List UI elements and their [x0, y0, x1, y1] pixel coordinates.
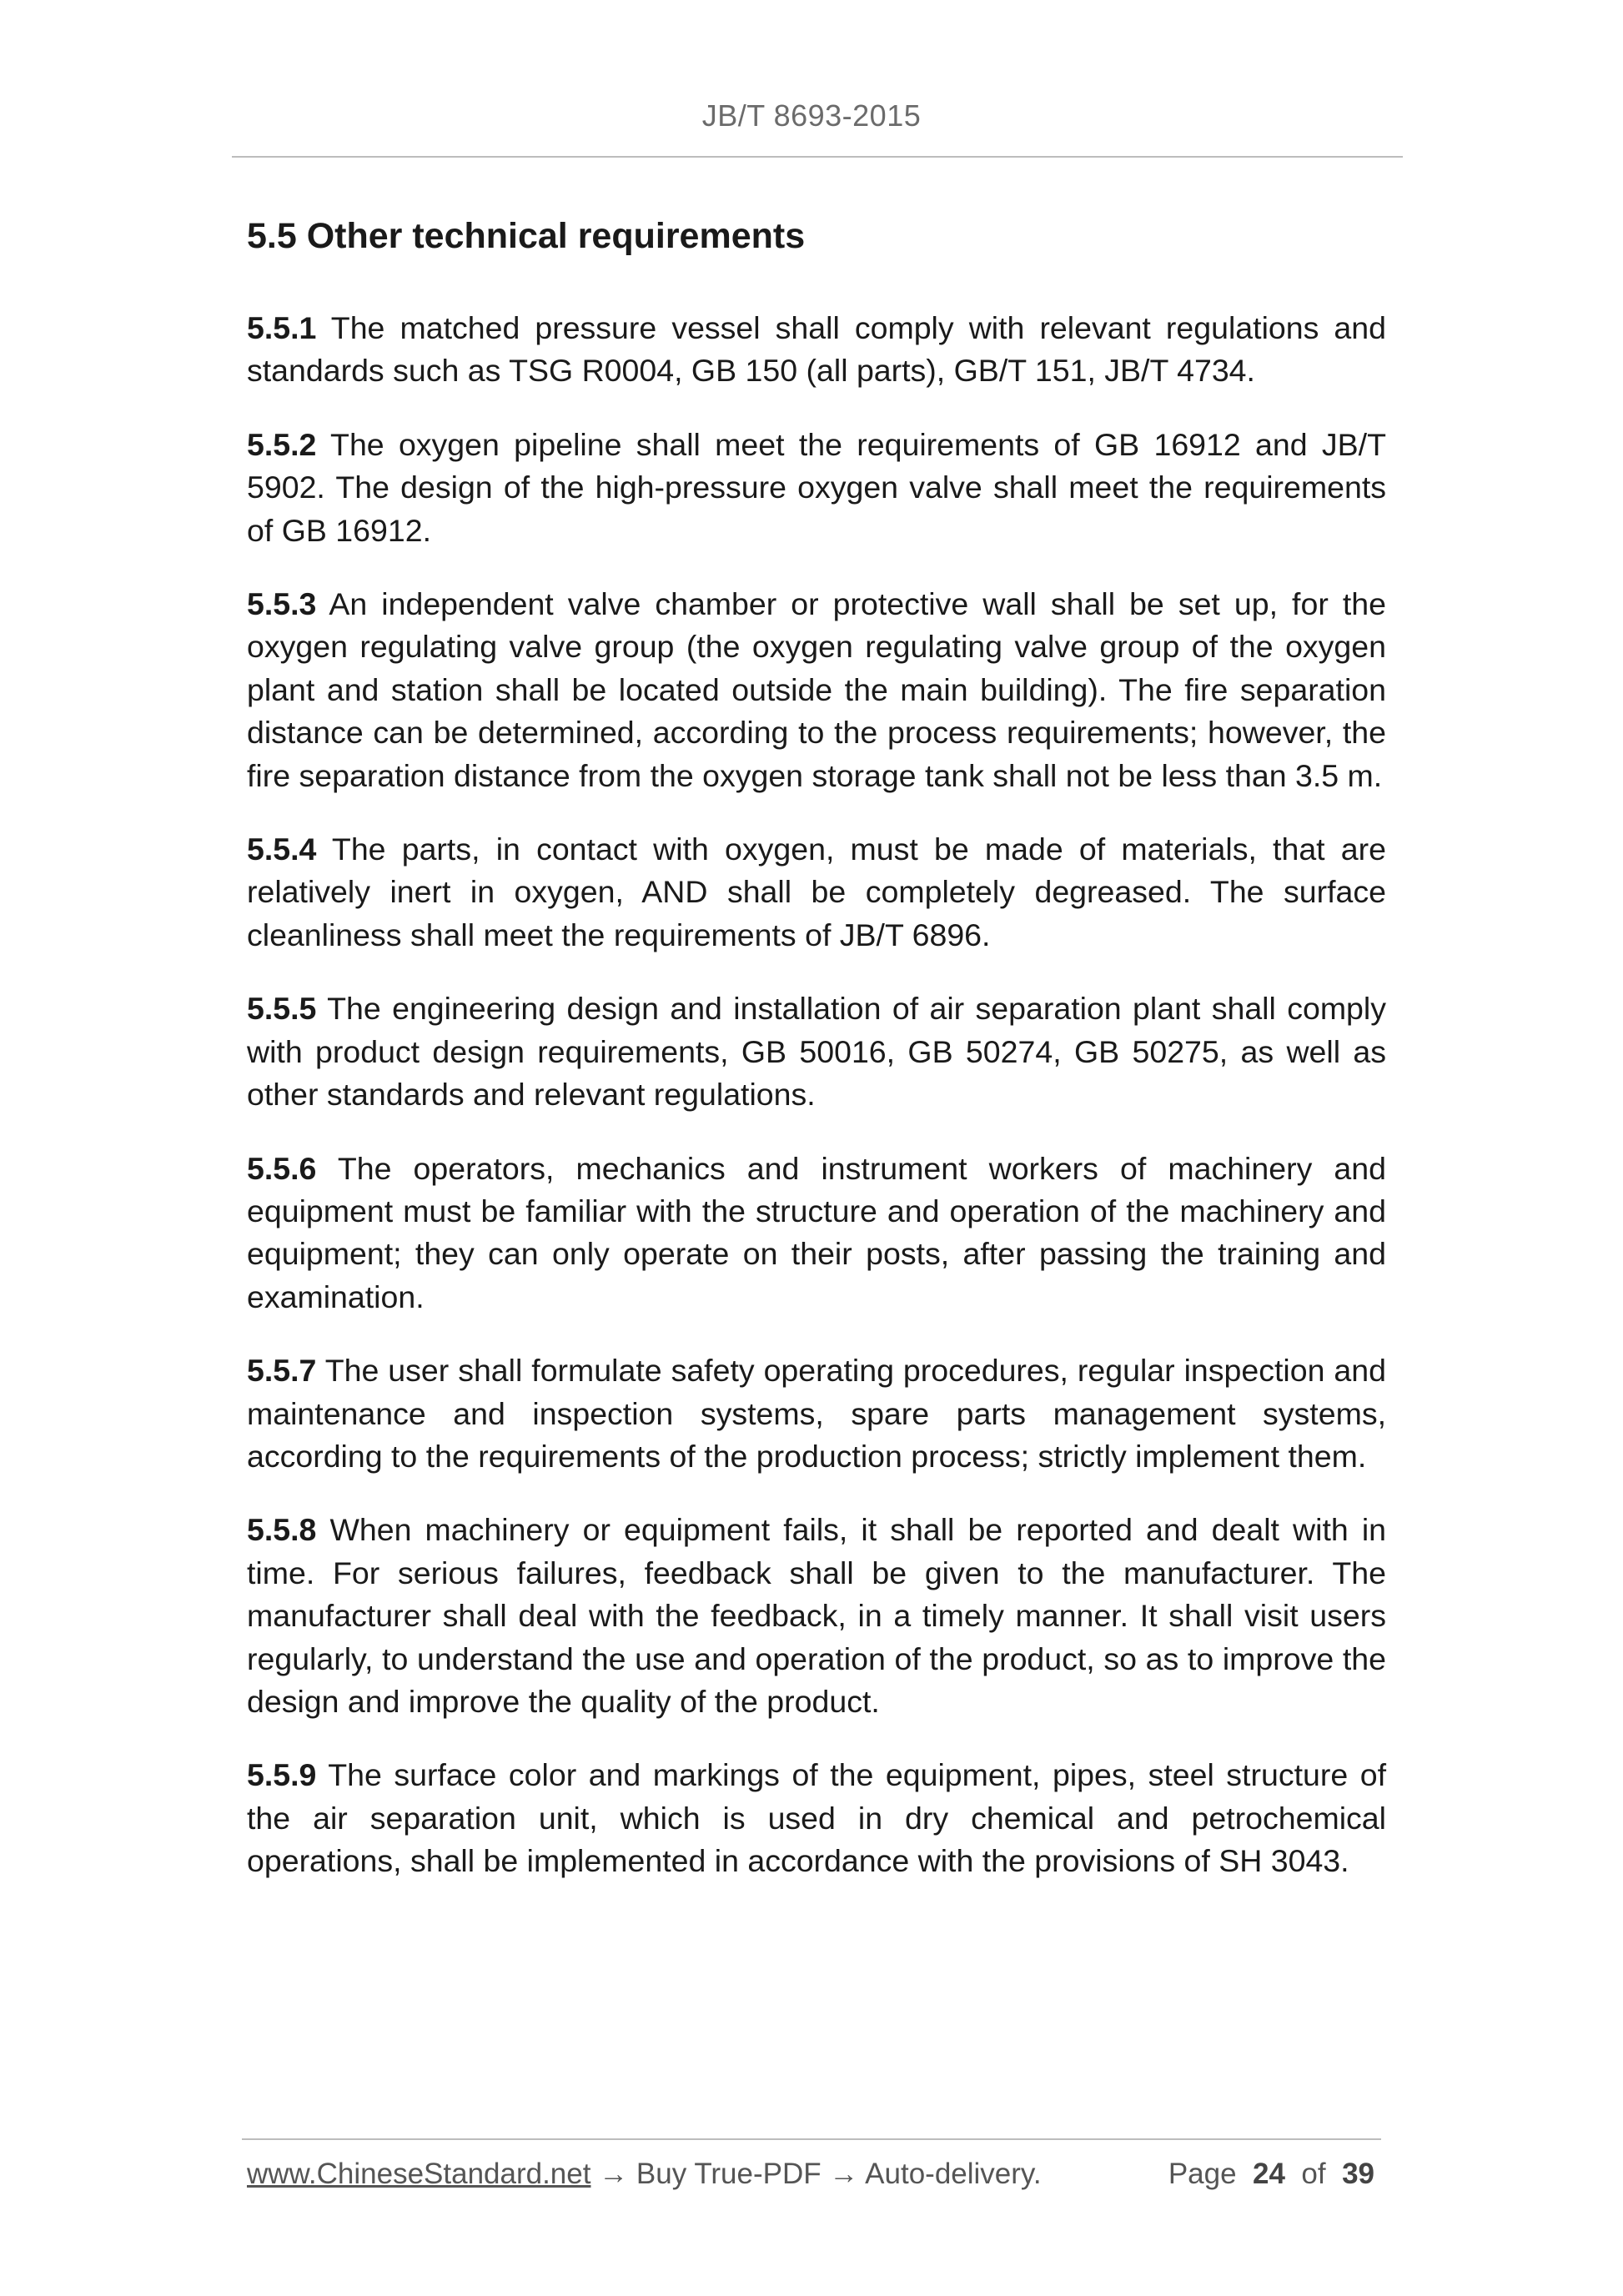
clause-5-5-9 [247, 1754, 1386, 1882]
clause-5-5-1 [247, 307, 1386, 393]
page-label: Page [1168, 2158, 1237, 2190]
clause-number: 5.5.2 [247, 426, 317, 462]
page-content [247, 207, 1386, 1914]
clause-number: 5.5.4 [247, 831, 317, 867]
footer-divider [242, 2138, 1381, 2140]
footer-tagline: → Buy True-PDF → Auto-delivery. [590, 2158, 1042, 2190]
section-title: 5.5 Other technical requirements [247, 216, 806, 256]
clause-5-5-6 [247, 1148, 1386, 1319]
clause-5-5-8 [247, 1509, 1386, 1723]
footer-promo [247, 2158, 1042, 2191]
clause-text: The matched pressure vessel shall comply with relevant regulations and standards such as TSG R0004, GB 150 (all parts), GB/T 151, JB/T 4734. [247, 310, 1386, 389]
clause-text: The oxygen pipeline shall meet the requirements of GB 16912 and JB/T 5902. The design of the high-pressure oxygen valve shall meet the requirements of GB 16912. [247, 426, 1386, 548]
clause-text: The engineering design and installation of air separation plant shall comply with product design requirements, GB 50016, GB 50274, GB 50275, as well as other standards and relevant regulations. [247, 991, 1386, 1113]
clause-text: When machinery or equipment fails, it shall be reported and dealt with in time. For serious failures, feedback shall be given to the manufacturer. The manufacturer shall deal with the feedback, in a timely manner. It shall visit users regularly, to understand the use and operation of the product, so as to improve the design and improve the quality of the product. [247, 1512, 1387, 1719]
of-label: of [1301, 2158, 1326, 2190]
clause-text: The user shall formulate safety operating procedures, regular inspection and maintenance and inspection systems, spare parts management systems, according to the requirements of the production process; strictly implement them. [247, 1353, 1386, 1474]
current-page-number: 24 [1253, 2158, 1285, 2190]
header-divider [232, 156, 1403, 158]
clause-number: 5.5.1 [247, 310, 317, 345]
clause-number: 5.5.3 [247, 586, 317, 622]
clause-5-5-5 [247, 987, 1386, 1116]
clause-number: 5.5.7 [247, 1353, 317, 1389]
clause-text: The surface color and markings of the equipment, pipes, steel structure of the air separation unit, which is used in dry chemical and petrochemical operations, shall be implemented in accordance with the provisions of SH 3043. [247, 1757, 1386, 1879]
page-counter [1168, 2158, 1374, 2191]
clause-5-5-7 [247, 1349, 1386, 1478]
clause-number: 5.5.6 [247, 1150, 317, 1186]
clause-5-5-4 [247, 828, 1386, 957]
website-link[interactable]: www.ChineseStandard.net [247, 2158, 591, 2190]
document-code-header: JB/T 8693-2015 [701, 98, 922, 133]
clause-5-5-3 [247, 583, 1386, 797]
clause-text: The parts, in contact with oxygen, must be made of materials, that are relatively inert in oxygen, AND shall be completely degreased. The surface cleanliness shall meet the requirements of JB/T 6896. [247, 831, 1386, 952]
clause-number: 5.5.8 [247, 1512, 317, 1548]
clause-number: 5.5.5 [247, 991, 317, 1027]
clause-text: The operators, mechanics and instrument workers of machinery and equipment must be familiar with the structure and operation of the machinery and equipment; they can only operate on their posts, after passing the training and examination. [247, 1150, 1386, 1314]
clause-5-5-2 [247, 424, 1386, 552]
total-pages: 39 [1342, 2158, 1374, 2190]
clause-text: An independent valve chamber or protective wall shall be set up, for the oxygen regulating valve group (the oxygen regulating valve group of the oxygen plant and station shall be located outside the main building). The fire separation distance can be determined, according to the process requirements; however, the fire separation distance from the oxygen storage tank shall not be less than 3.5 m. [247, 586, 1386, 793]
clause-number: 5.5.9 [247, 1757, 317, 1793]
